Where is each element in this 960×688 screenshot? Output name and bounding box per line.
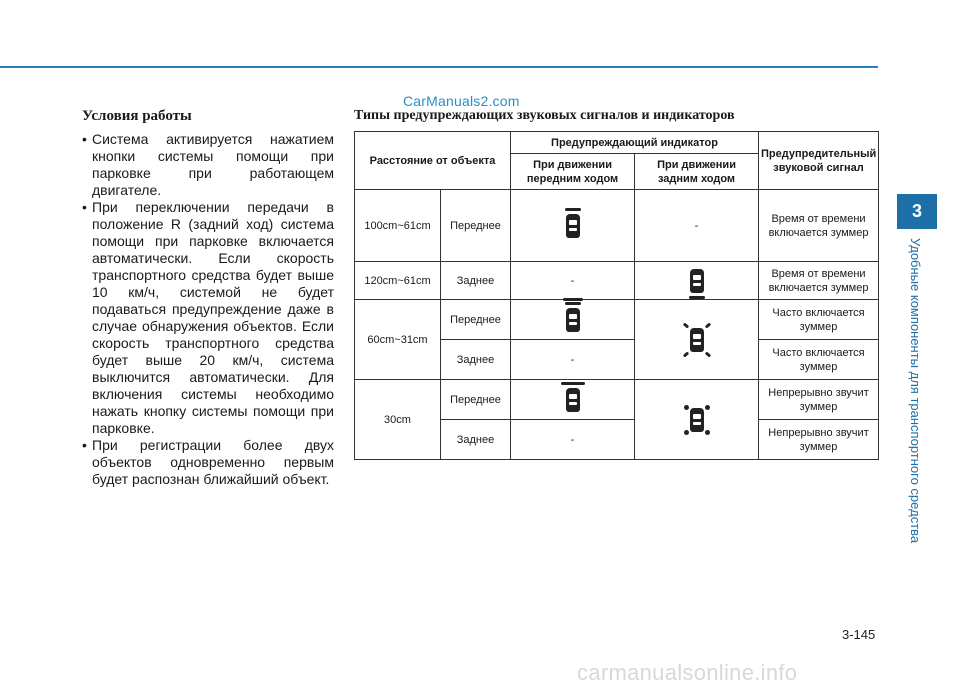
table-title: Типы предупреждающих звуковых сигналов и индикаторов: [354, 108, 735, 123]
bullet-item: • При переключении передачи в положение R (задний ход) система помощи при парковке включается автоматически. Если скорость транспортного средства будет выше 10 км/ч, системой не будет подаваться предупреждение даже в случае обнаружения объектов. Если скорость транспортного средства будет выше 20 км/ч, система выключится автоматически. Для включения системы необходимо нажать кнопку системы помощи при парковке.: [82, 199, 334, 437]
car-front-sensor-icon: [566, 214, 580, 238]
cell-direction: Переднее: [441, 380, 511, 420]
section-title: Условия работы: [82, 108, 192, 124]
cell-sound: Время от времени включается зуммер: [759, 262, 879, 300]
header-sound: Предупредительный звуковой сигнал: [759, 132, 879, 190]
watermark-top[interactable]: CarManuals2.com: [403, 93, 520, 109]
cell-direction: Переднее: [441, 300, 511, 340]
bullet-item: • Система активируется нажатием кнопки системы помощи при парковке при работающем двигателе.: [82, 131, 334, 199]
car-front-sensor-icon: [566, 308, 580, 332]
header-indicator: Предупреждающий индикатор: [511, 132, 759, 154]
cell-direction: Переднее: [441, 190, 511, 262]
cell-direction: Заднее: [441, 420, 511, 460]
cell-forward: -: [511, 262, 635, 300]
top-rule: [0, 66, 878, 68]
car-front-sensor-icon: [566, 388, 580, 412]
header-forward: При движении передним ходом: [511, 154, 635, 190]
cell-reverse: -: [635, 190, 759, 262]
chapter-tab: 3: [897, 194, 937, 229]
right-column: [354, 108, 878, 460]
cell-direction: Заднее: [441, 340, 511, 380]
warning-table: [354, 131, 879, 460]
car-rear-sensor-icon: [690, 269, 704, 293]
watermark-bottom: carmanualsonline.info: [577, 660, 798, 685]
cell-distance: 120cm~61cm: [355, 262, 441, 300]
cell-forward: -: [511, 420, 635, 460]
cell-sound: Непрерывно звучит зуммер: [759, 420, 879, 460]
header-distance: Расстояние от объекта: [355, 132, 511, 190]
cell-sound: Часто включается зуммер: [759, 300, 879, 340]
cell-direction: Заднее: [441, 262, 511, 300]
cell-sound: Время от времени включается зуммер: [759, 190, 879, 262]
cell-distance: 100cm~61cm: [355, 190, 441, 262]
cell-forward: -: [511, 340, 635, 380]
cell-reverse-icon: [635, 262, 759, 300]
cell-sound: Часто включается зуммер: [759, 340, 879, 380]
car-all-sensor-icon: [690, 408, 704, 432]
cell-reverse-icon: [635, 300, 759, 380]
cell-sound: Непрерывно звучит зуммер: [759, 380, 879, 420]
cell-forward-icon: [511, 300, 635, 340]
car-all-sensor-icon: [690, 328, 704, 352]
cell-distance: 60cm~31cm: [355, 300, 441, 380]
page-number: 3-145: [842, 627, 876, 642]
header-reverse: При движении задним ходом: [635, 154, 759, 190]
chapter-title: Удобные компоненты для транспортного средства: [908, 238, 923, 544]
bullet-item: • При регистрации более двух объектов одновременно первым будет распознан ближайший объект.: [82, 437, 334, 488]
cell-reverse-icon: [635, 380, 759, 460]
cell-forward-icon: [511, 190, 635, 262]
left-column: [82, 108, 334, 488]
cell-forward-icon: [511, 380, 635, 420]
bullet-list: [82, 131, 334, 488]
cell-distance: 30cm: [355, 380, 441, 460]
